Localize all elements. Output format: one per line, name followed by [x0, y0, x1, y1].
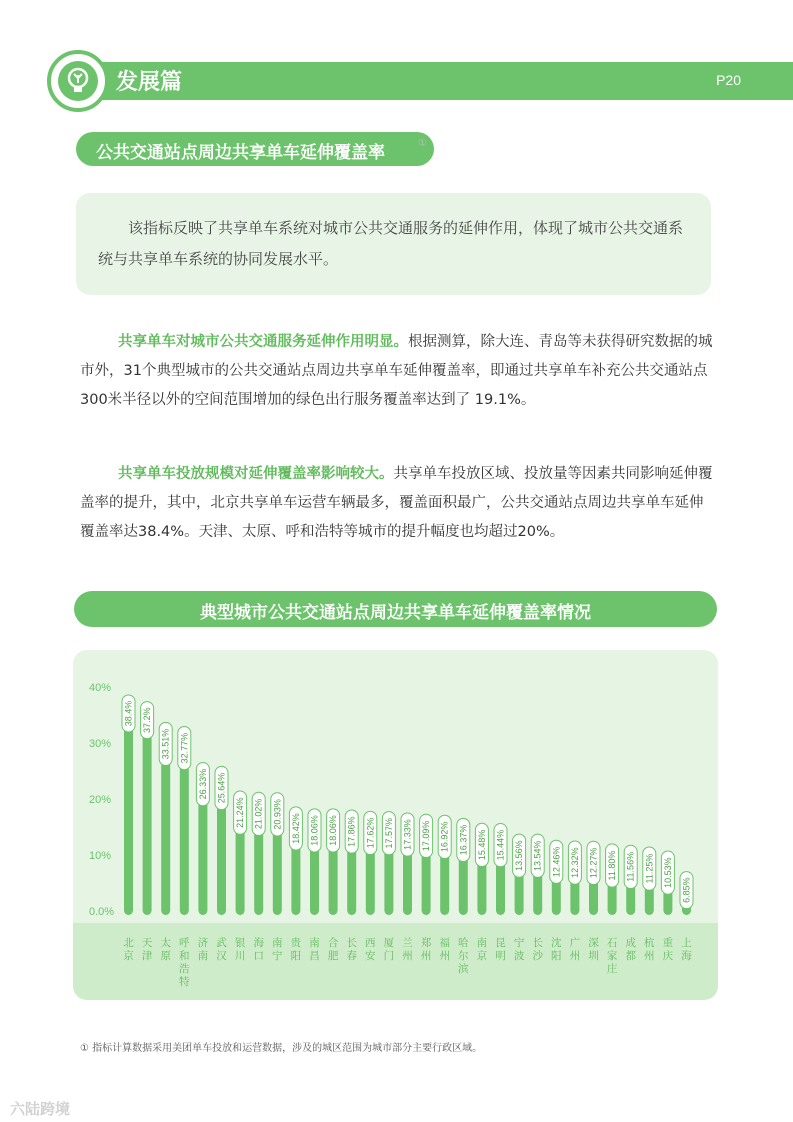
paragraph-2: [80, 460, 716, 547]
chart-panel: [73, 650, 718, 1000]
value-label: 11.25%: [644, 853, 655, 884]
y-tick-label: 30%: [89, 738, 112, 750]
value-label: 17.57%: [383, 817, 394, 849]
paragraph-1-body: 根据测算，除大连、青岛等未获得研究数据的城市外，31个典型城市的公共交通站点周边共享单车延伸覆盖率，即通过共享单车补充公共交通站点300米半径以外的空间范围增加的绿色出行服务覆盖率达到了 19.1%。: [80, 334, 713, 408]
paragraph-1: [80, 328, 716, 415]
page-section-title: 发展篇: [116, 70, 183, 95]
value-label: 15.44%: [495, 829, 506, 861]
value-label: 13.56%: [514, 840, 525, 871]
category-label: 长春: [346, 937, 357, 962]
value-label: 10.53%: [662, 857, 673, 888]
lightbulb-icon: [58, 61, 98, 101]
value-label: 26.33%: [197, 768, 208, 800]
value-label: 33.51%: [160, 728, 171, 760]
value-label: 21.24%: [235, 797, 246, 828]
category-label: 昆明: [495, 937, 506, 962]
category-label: 杭州: [644, 937, 655, 962]
category-label: 广州: [569, 937, 581, 962]
value-label: 16.92%: [439, 821, 450, 853]
header-badge: [47, 50, 109, 112]
category-label: 石家庄: [606, 937, 618, 975]
category-label: 郑州: [420, 937, 432, 962]
y-tick-label: 20%: [89, 794, 112, 806]
value-label: 17.86%: [346, 816, 357, 847]
y-tick-label: 40%: [89, 682, 112, 694]
category-label: 成都: [625, 937, 636, 962]
value-label: 21.02%: [253, 798, 264, 830]
value-label: 25.64%: [216, 772, 227, 804]
category-label: 太原: [160, 937, 171, 962]
value-label: 12.46%: [551, 846, 562, 878]
chart-title-bar: [74, 591, 717, 627]
category-label: 贵阳: [290, 937, 302, 962]
y-tick-label: 10%: [89, 850, 112, 862]
intro-box: [76, 193, 711, 295]
chart-title: 典型城市公共交通站点周边共享单车延伸覆盖率情况: [200, 603, 591, 623]
category-label: 呼和浩特: [179, 937, 190, 988]
category-label: 福州: [439, 937, 450, 962]
value-label: 17.33%: [402, 819, 413, 850]
section-heading-text: 公共交通站点周边共享单车延伸覆盖率: [96, 143, 385, 163]
category-label: 宁波: [513, 937, 525, 962]
page-number: P20: [716, 72, 741, 88]
y-tick-label: 0.0%: [89, 906, 115, 918]
category-label: 深圳: [588, 937, 599, 962]
value-label: 18.42%: [290, 813, 301, 844]
category-label: 北京: [123, 937, 134, 962]
category-label: 厦门: [383, 937, 395, 962]
value-label: 6.85%: [681, 877, 692, 903]
category-label: 海口: [253, 937, 264, 962]
value-label: 12.32%: [569, 847, 580, 878]
section-heading: [76, 132, 434, 166]
category-label: 济南: [197, 937, 209, 962]
category-label: 沈阳: [551, 937, 562, 962]
paragraph-2-body: 共享单车投放区域、投放量等因素共同影响延伸覆盖率的提升，其中，北京共享单车运营车辆最多，覆盖面积最广，公共交通站点周边共享单车延伸覆盖率达38.4%。天津、太原、呼和浩特等城市的提升幅度也均超过20%。: [80, 466, 713, 540]
category-label: 银川: [234, 937, 246, 962]
value-label: 37.2%: [142, 707, 153, 733]
value-label: 11.80%: [607, 850, 618, 881]
category-label: 哈尔滨: [458, 937, 469, 975]
paragraph-1-lead: 共享单车对城市公共交通服务延伸作用明显。: [118, 334, 408, 350]
value-label: 32.77%: [179, 732, 190, 764]
value-label: 11.56%: [625, 851, 636, 882]
category-label: 南京: [476, 937, 488, 962]
value-label: 15.48%: [476, 829, 487, 861]
footnote: ① 指标计算数据采用美团单车投放和运营数据，涉及的城区范围为城市部分主要行政区域。: [80, 1043, 483, 1054]
category-label: 合肥: [327, 937, 339, 962]
value-label: 38.4%: [123, 700, 134, 727]
footnote-marker: ①: [418, 138, 427, 149]
value-label: 13.54%: [532, 840, 543, 872]
intro-text: 该指标反映了共享单车系统对城市公共交通服务的延伸作用，体现了城市公共交通系统与共享单车系统的协同发展水平。: [98, 219, 684, 268]
value-label: 16.37%: [458, 824, 469, 856]
value-label: 20.93%: [272, 799, 283, 830]
value-label: 17.62%: [365, 817, 376, 849]
value-label: 12.27%: [588, 847, 599, 879]
value-label: 18.06%: [328, 815, 339, 846]
value-label: 17.09%: [421, 820, 432, 852]
category-label: 南宁: [272, 937, 283, 962]
value-label: 18.06%: [309, 815, 320, 846]
category-label: 武汉: [216, 937, 227, 962]
category-label: 上海: [681, 937, 692, 962]
category-label: 长沙: [532, 937, 543, 962]
category-label: 天津: [141, 937, 153, 962]
category-label: 南昌: [309, 937, 320, 962]
category-label: 兰州: [402, 937, 413, 962]
bar-chart: [73, 650, 718, 1000]
watermark: 六陆跨境: [10, 1100, 71, 1118]
category-label: 西安: [365, 937, 376, 962]
paragraph-2-lead: 共享单车投放规模对延伸覆盖率影响较大。: [118, 466, 394, 482]
category-label: 重庆: [662, 937, 674, 962]
